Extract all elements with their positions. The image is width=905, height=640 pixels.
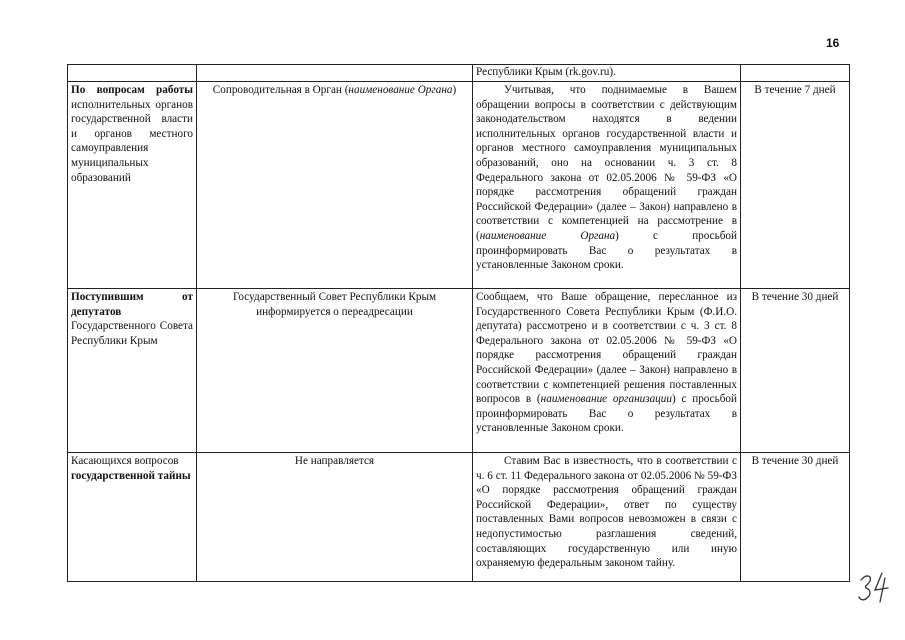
redirect-suffix-text: ) xyxy=(452,84,457,96)
deadline-cell xyxy=(741,82,850,289)
topic-text: Государственного Совета Республики Крым xyxy=(71,320,193,347)
continuation-text: Республики Крым (rk.gov.ru). xyxy=(476,66,616,78)
table-cell xyxy=(741,65,850,82)
deadline-cell xyxy=(741,453,850,582)
table-cell xyxy=(68,65,197,82)
answer-text: Сообщаем, что Ваше обращение, пересланное из Государственного Совета Республики Крым (Ф.И.О. депутата) рассмотрено и в соответствии с ч. 3 ст. 8 Федерального закона от 02.05.2006 № 59-ФЗ «О порядке рассмотрения обращений граждан Российской Федерации» (далее – Закон) направлено в соответствии с компетенцией решения поставленных вопросов в ( xyxy=(476,291,737,406)
deadline-text: В течение 30 дней xyxy=(751,291,839,303)
table-row xyxy=(68,289,850,453)
answer-text: Ставим Вас в известность, что в соответствии с ч. 6 ст. 11 Федерального закона от 02.05.2006 № 59-ФЗ «О порядке рассмотрения обращений граждан Российской Федерации», ответ по существу поставленных Вами вопросов невозможен в связи с недопустимостью разглашения сведений, составляющих государственную или иную охраняемую федеральным законом тайну. xyxy=(476,455,737,570)
redirect-text: Сопроводительная в Орган ( xyxy=(212,84,349,96)
answer-text-end: ) с просьбой проинформировать Вас о результатах в установленные Законом сроки. xyxy=(476,229,737,272)
redirect-cell xyxy=(197,82,473,289)
table-row xyxy=(68,65,850,82)
table-cell xyxy=(473,65,741,82)
deadline-text: В течение 30 дней xyxy=(751,455,839,467)
table-row xyxy=(68,82,850,289)
redirect-italic-text: наименование Органа xyxy=(348,84,453,96)
deadline-text: В течение 7 дней xyxy=(754,84,836,96)
table-row xyxy=(68,453,850,582)
deadline-cell xyxy=(741,289,850,453)
redirect-cell xyxy=(197,289,473,453)
answer-cell xyxy=(473,289,741,453)
redirect-text: Не направляется xyxy=(294,455,375,467)
table-cell xyxy=(197,65,473,82)
topic-bold-text: По вопросам работы xyxy=(71,84,193,96)
topic-cell xyxy=(68,453,197,582)
topic-bold-text: государственной тайны xyxy=(71,469,191,482)
redirect-text: Государственный Совет Республики Крым информируется о переадресации xyxy=(232,291,437,318)
answer-cell xyxy=(473,82,741,289)
answer-text-end: ) с просьбой проинформировать Вас о результатах в установленные Законом сроки. xyxy=(476,393,737,435)
page-number: 16 xyxy=(826,36,840,50)
answer-cell xyxy=(473,453,741,582)
topic-text: исполнительных органов государственной власти и органов местного самоуправления муниципальных образований xyxy=(71,98,193,184)
answer-italic-text: наименование Органа xyxy=(479,229,616,242)
answer-text: Учитывая, что поднимаемые в Вашем обращении вопросы в соответствии с действующим законодательством находятся в ведении исполнительных органов государственной власти и органов местного самоуправления муниципальных образований, оно на основании ч. 3 ст. 8 Федерального закона от 02.05.2006 № 59-ФЗ «О порядке рассмотрения обращений граждан Российской Федерации» (далее – Закон) направлено в соответствии с компетенцией на рассмотрение в ( xyxy=(476,84,737,242)
document-table xyxy=(67,64,850,582)
topic-bold-text: Поступившим от депутатов xyxy=(71,291,193,318)
handwritten-page-mark xyxy=(858,568,898,608)
topic-cell xyxy=(68,289,197,453)
topic-text: Касающихся вопросов xyxy=(71,455,179,467)
redirect-cell xyxy=(197,453,473,582)
topic-cell xyxy=(68,82,197,289)
answer-italic-text: наименование организации xyxy=(540,393,672,406)
